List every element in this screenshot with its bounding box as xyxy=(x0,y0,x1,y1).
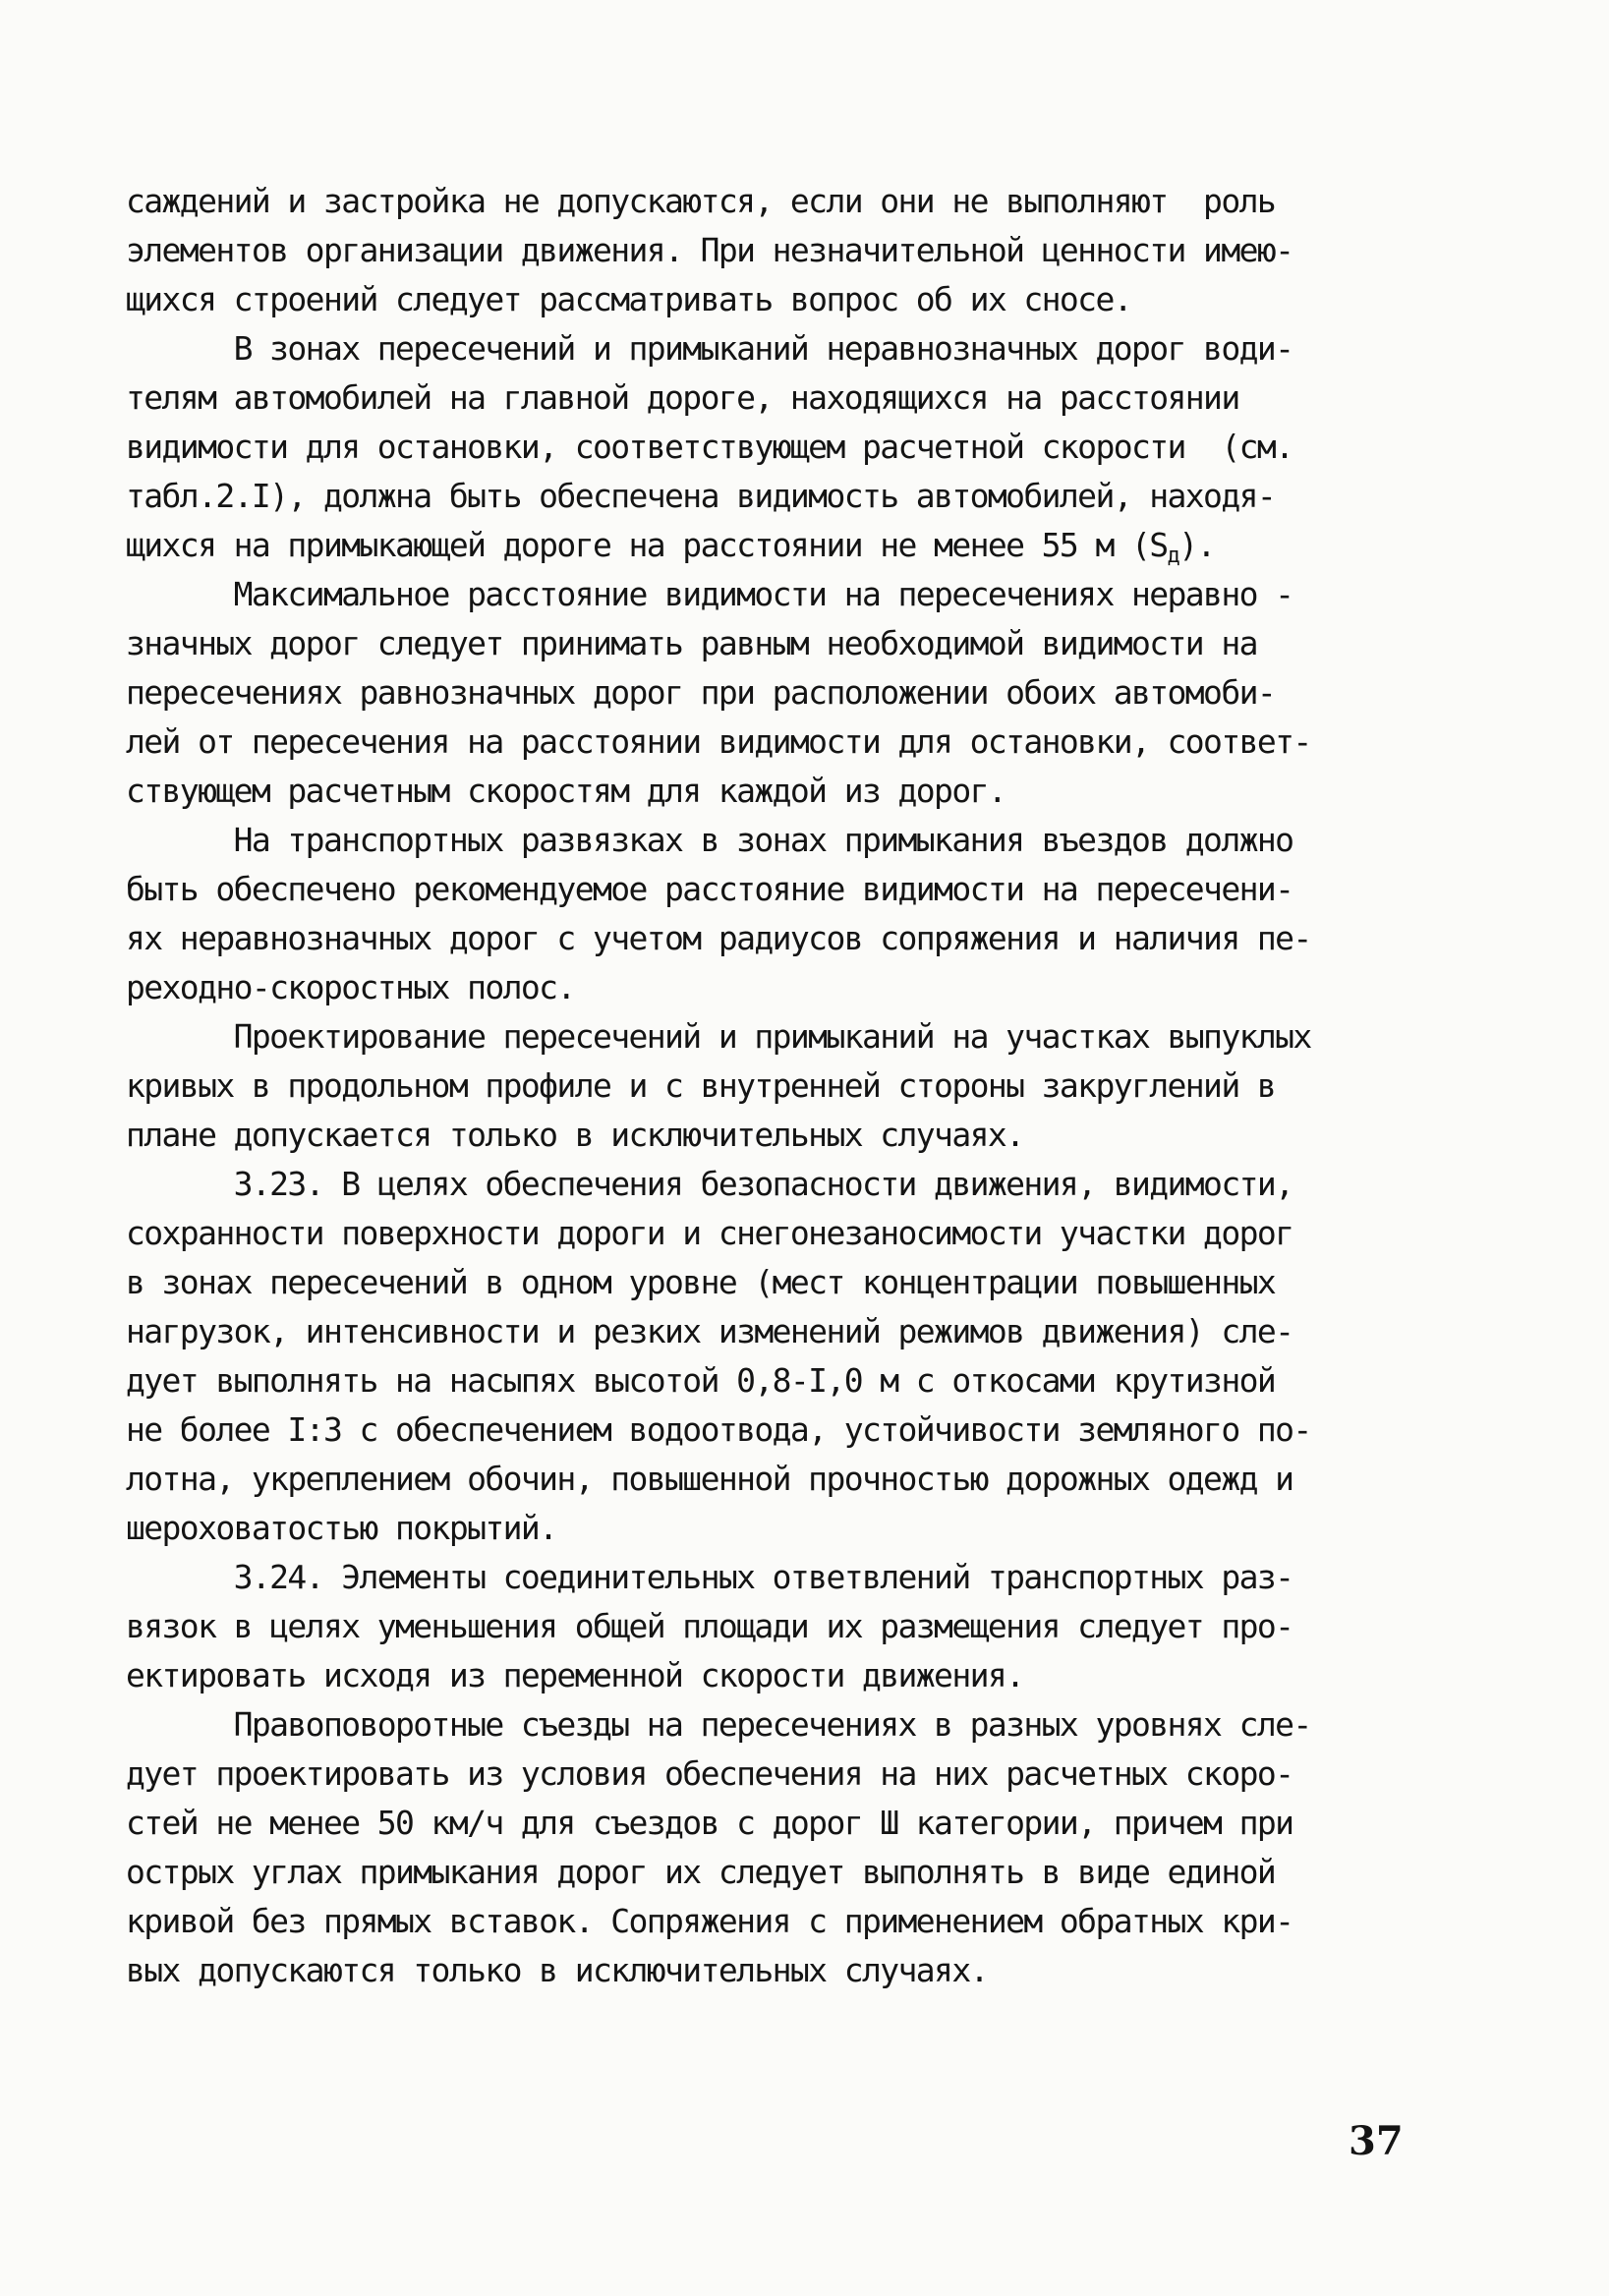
text-line: саждений и застройка не допускаются, если они не выполняют роль xyxy=(126,182,1276,220)
text-line: лотна, укреплением обочин, повышенной прочностью дорожных одежд и xyxy=(126,1460,1293,1498)
text-line: дует проектировать из условия обеспечения на них расчетных скоро- xyxy=(126,1754,1293,1793)
text-line: табл.2.I), должна быть обеспечена видимость автомобилей, находя- xyxy=(126,477,1276,515)
text-line: ектировать исходя из переменной скорости движения. xyxy=(126,1656,1024,1694)
text-line: не более I:3 с обеспечением водоотвода, устойчивости земляного по- xyxy=(126,1410,1311,1449)
body-text xyxy=(126,177,1433,1995)
text-segment: щихся на примыкающей дороге на расстоянии не менее 55 м (S xyxy=(126,526,1168,564)
text-line: 3.24. Элементы соединительных ответвлений транспортных раз- xyxy=(126,1558,1293,1596)
text-line: сохранности поверхности дороги и снегонезаносимости участки дорог xyxy=(126,1214,1293,1252)
text-line: кривых в продольном профиле и с внутренней стороны закруглений в xyxy=(126,1066,1276,1105)
text-line: реходно-скоростных полос. xyxy=(126,968,575,1006)
page-number: 37 xyxy=(1349,2118,1404,2164)
text-line: в зонах пересечений в одном уровне (мест концентрации повышенных xyxy=(126,1263,1276,1301)
text-line: шероховатостью покрытий. xyxy=(126,1509,557,1547)
text-line: щихся строений следует рассматривать вопрос об их сносе. xyxy=(126,280,1131,318)
text-line: элементов организации движения. При незначительной ценности имею- xyxy=(126,231,1293,269)
text-line: плане допускается только в исключительных случаях. xyxy=(126,1116,1024,1154)
text-line: 3.23. В целях обеспечения безопасности движения, видимости, xyxy=(126,1165,1293,1203)
text-line: стей не менее 50 км/ч для съездов с дорог Ш категории, причем при xyxy=(126,1804,1293,1842)
text-line: лей от пересечения на расстоянии видимости для остановки, соответ- xyxy=(126,722,1311,761)
text-line: острых углах примыкания дорог их следует выполнять в виде единой xyxy=(126,1853,1276,1891)
text-segment-close: ). xyxy=(1178,526,1215,564)
text-line: ствующем расчетным скоростям для каждой из дорог. xyxy=(126,772,1006,810)
text-line: вых допускаются только в исключительных случаях. xyxy=(126,1951,988,1989)
text-line: дует выполнять на насыпях высотой 0,8-I,0 м с откосами крутизной xyxy=(126,1361,1276,1400)
text-line: В зонах пересечений и примыканий неравнозначных дорог води- xyxy=(126,329,1293,368)
text-line: вязок в целях уменьшения общей площади их размещения следует про- xyxy=(126,1607,1293,1645)
text-line: Максимальное расстояние видимости на пересечениях неравно - xyxy=(126,575,1293,613)
text-line: На транспортных развязках в зонах примыкания въездов должно xyxy=(126,821,1293,859)
text-line: пересечениях равнозначных дорог при расположении обоих автомоби- xyxy=(126,673,1276,712)
text-line: телям автомобилей на главной дороге, находящихся на расстоянии xyxy=(126,378,1239,417)
text-line: ях неравнозначных дорог с учетом радиусов сопряжения и наличия пе- xyxy=(126,919,1311,957)
subscript-d: д xyxy=(1167,544,1179,568)
text-line: значных дорог следует принимать равным необходимой видимости на xyxy=(126,624,1257,662)
text-line-with-subscript xyxy=(126,521,1433,570)
text-line: видимости для остановки, соответствующем расчетной скорости (см. xyxy=(126,428,1293,466)
text-line: быть обеспечено рекомендуемое расстояние видимости на пересечени- xyxy=(126,870,1293,908)
text-line: нагрузок, интенсивности и резких изменений режимов движения) сле- xyxy=(126,1312,1293,1350)
text-line: Проектирование пересечений и примыканий на участках выпуклых xyxy=(126,1017,1311,1056)
text-line: Правоповоротные съезды на пересечениях в разных уровнях сле- xyxy=(126,1705,1311,1744)
text-line: кривой без прямых вставок. Сопряжения с применением обратных кри- xyxy=(126,1902,1293,1940)
